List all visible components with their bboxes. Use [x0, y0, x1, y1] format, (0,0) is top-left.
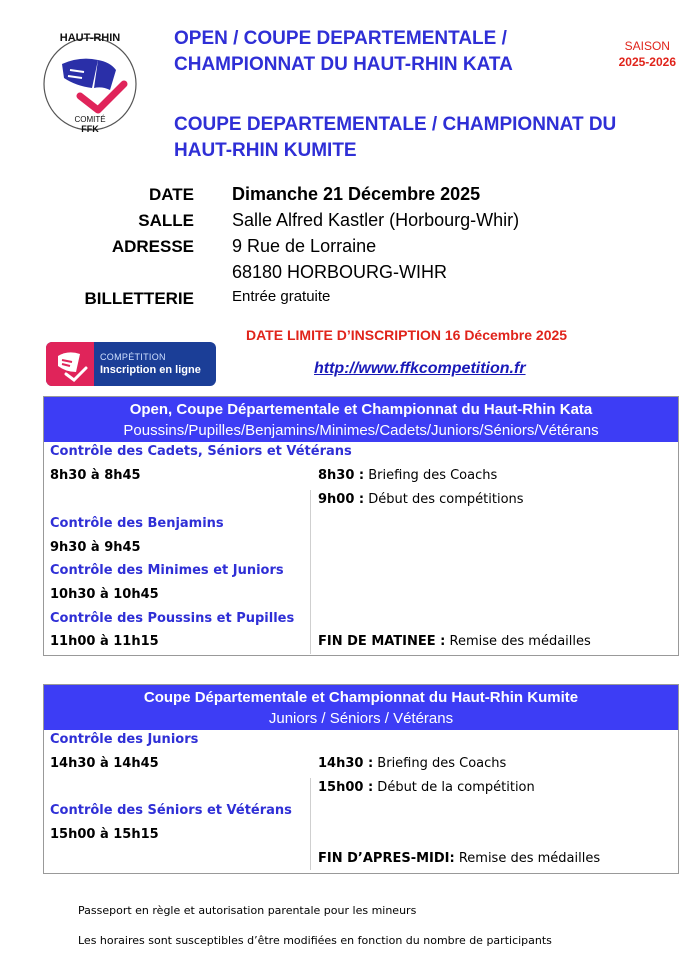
- kumite-control-1: Contrôle des Juniors: [50, 732, 199, 747]
- kumite-event-2: [318, 780, 535, 795]
- kata-control-3: Contrôle des Minimes et Juniors: [50, 563, 284, 578]
- karate-hand-icon: [46, 342, 94, 386]
- kumite-table-subtitle: Juniors / Séniors / Vétérans: [268, 710, 454, 727]
- note-horaires: Les horaires sont susceptibles d’être modifiées en fonction du nombre de participants: [78, 934, 552, 947]
- kata-time-4: 11h00 à 11h15: [50, 634, 159, 649]
- badge-line1: COMPÉTITION: [100, 352, 166, 362]
- billetterie-label: BILLETTERIE: [84, 289, 194, 308]
- date-value: Dimanche 21 Décembre 2025: [232, 184, 481, 204]
- logo-bottom-text: COMITÉ: [74, 115, 106, 124]
- badge-line2: Inscription en ligne: [100, 364, 201, 376]
- title-kumite: COUPE DEPARTEMENTALE / CHAMPIONNAT DU HAUT-RHIN KUMITE: [174, 114, 617, 161]
- kumite-table-title: Coupe Départementale et Championnat du Haut-Rhin Kumite: [143, 689, 579, 706]
- deadline-text: DATE LIMITE D’INSCRIPTION 16 Décembre 2025: [246, 327, 568, 343]
- kata-event-1-time: 8h30 :: [318, 468, 365, 483]
- kumite-divider: [310, 778, 311, 870]
- adresse-line2: 68180 HORBOURG-WIHR: [232, 262, 448, 282]
- kumite-time-2: 15h00 à 15h15: [50, 827, 159, 842]
- kata-divider: [310, 490, 311, 654]
- ffk-competition-link[interactable]: http://www.ffkcompetition.fr: [314, 360, 526, 377]
- kata-event-3: [318, 634, 591, 649]
- saison-years: 2025-2026: [618, 55, 676, 69]
- kata-control-1: Contrôle des Cadets, Séniors et Vétérans: [50, 444, 352, 459]
- kata-table-header: [44, 397, 678, 442]
- kata-event-2-text: Début des compétitions: [364, 492, 524, 507]
- kumite-schedule-table: [43, 684, 679, 874]
- kumite-time-1: 14h30 à 14h45: [50, 756, 159, 771]
- adresse-line1: 9 Rue de Lorraine: [232, 236, 377, 256]
- kumite-event-3-time: FIN D’APRES-MIDI:: [318, 851, 455, 866]
- kata-control-4: Contrôle des Poussins et Pupilles: [50, 611, 295, 626]
- saison-block: [619, 38, 676, 70]
- kata-time-3: 10h30 à 10h45: [50, 587, 159, 602]
- ffk-logo: [40, 26, 140, 146]
- salle-label: SALLE: [138, 211, 194, 230]
- date-label: DATE: [148, 185, 194, 204]
- kata-event-3-text: Remise des médailles: [445, 634, 591, 649]
- kata-table-title: Open, Coupe Départementale et Championnat du Haut-Rhin Kata: [129, 401, 593, 418]
- logo-brand: FFK: [81, 124, 99, 134]
- logo-top-text: HAUT-RHIN: [59, 32, 121, 44]
- kata-time-2: 9h30 à 9h45: [50, 540, 141, 555]
- kata-event-2: [318, 492, 524, 507]
- adresse-label: ADRESSE: [111, 237, 194, 256]
- kumite-control-2: Contrôle des Séniors et Vétérans: [50, 803, 292, 818]
- kata-event-2-time: 9h00 :: [318, 492, 365, 507]
- kumite-event-1-time: 14h30 :: [318, 756, 374, 771]
- kata-control-2: Contrôle des Benjamins: [50, 516, 224, 531]
- kumite-event-2-text: Début de la compétition: [373, 780, 535, 795]
- note-passeport: Passeport en règle et autorisation parentale pour les mineurs: [78, 904, 417, 917]
- kumite-event-1: [318, 756, 506, 771]
- kata-schedule-table: [43, 396, 679, 656]
- inscription-badge[interactable]: [46, 342, 216, 386]
- kata-event-3-time: FIN DE MATINEE :: [318, 634, 446, 649]
- kumite-event-3: [318, 851, 600, 866]
- billetterie-value: Entrée gratuite: [232, 288, 331, 305]
- kata-event-1: [318, 468, 497, 483]
- kumite-event-3-text: Remise des médailles: [454, 851, 601, 866]
- saison-label: SAISON: [624, 39, 670, 53]
- salle-value: Salle Alfred Kastler (Horbourg-Whir): [232, 210, 520, 230]
- kata-event-1-text: Briefing des Coachs: [364, 468, 498, 483]
- kata-table-subtitle: Poussins/Pupilles/Benjamins/Minimes/Cadets/Juniors/Séniors/Vétérans: [123, 422, 599, 439]
- kata-time-1: 8h30 à 8h45: [50, 468, 141, 483]
- karate-figure-icon: [62, 59, 124, 110]
- kumite-event-2-time: 15h00 :: [318, 780, 374, 795]
- kumite-table-header: [44, 685, 678, 730]
- title-kata: OPEN / COUPE DEPARTEMENTALE / CHAMPIONNAT DU HAUT-RHIN KATA: [174, 28, 513, 75]
- kumite-event-1-text: Briefing des Coachs: [373, 756, 507, 771]
